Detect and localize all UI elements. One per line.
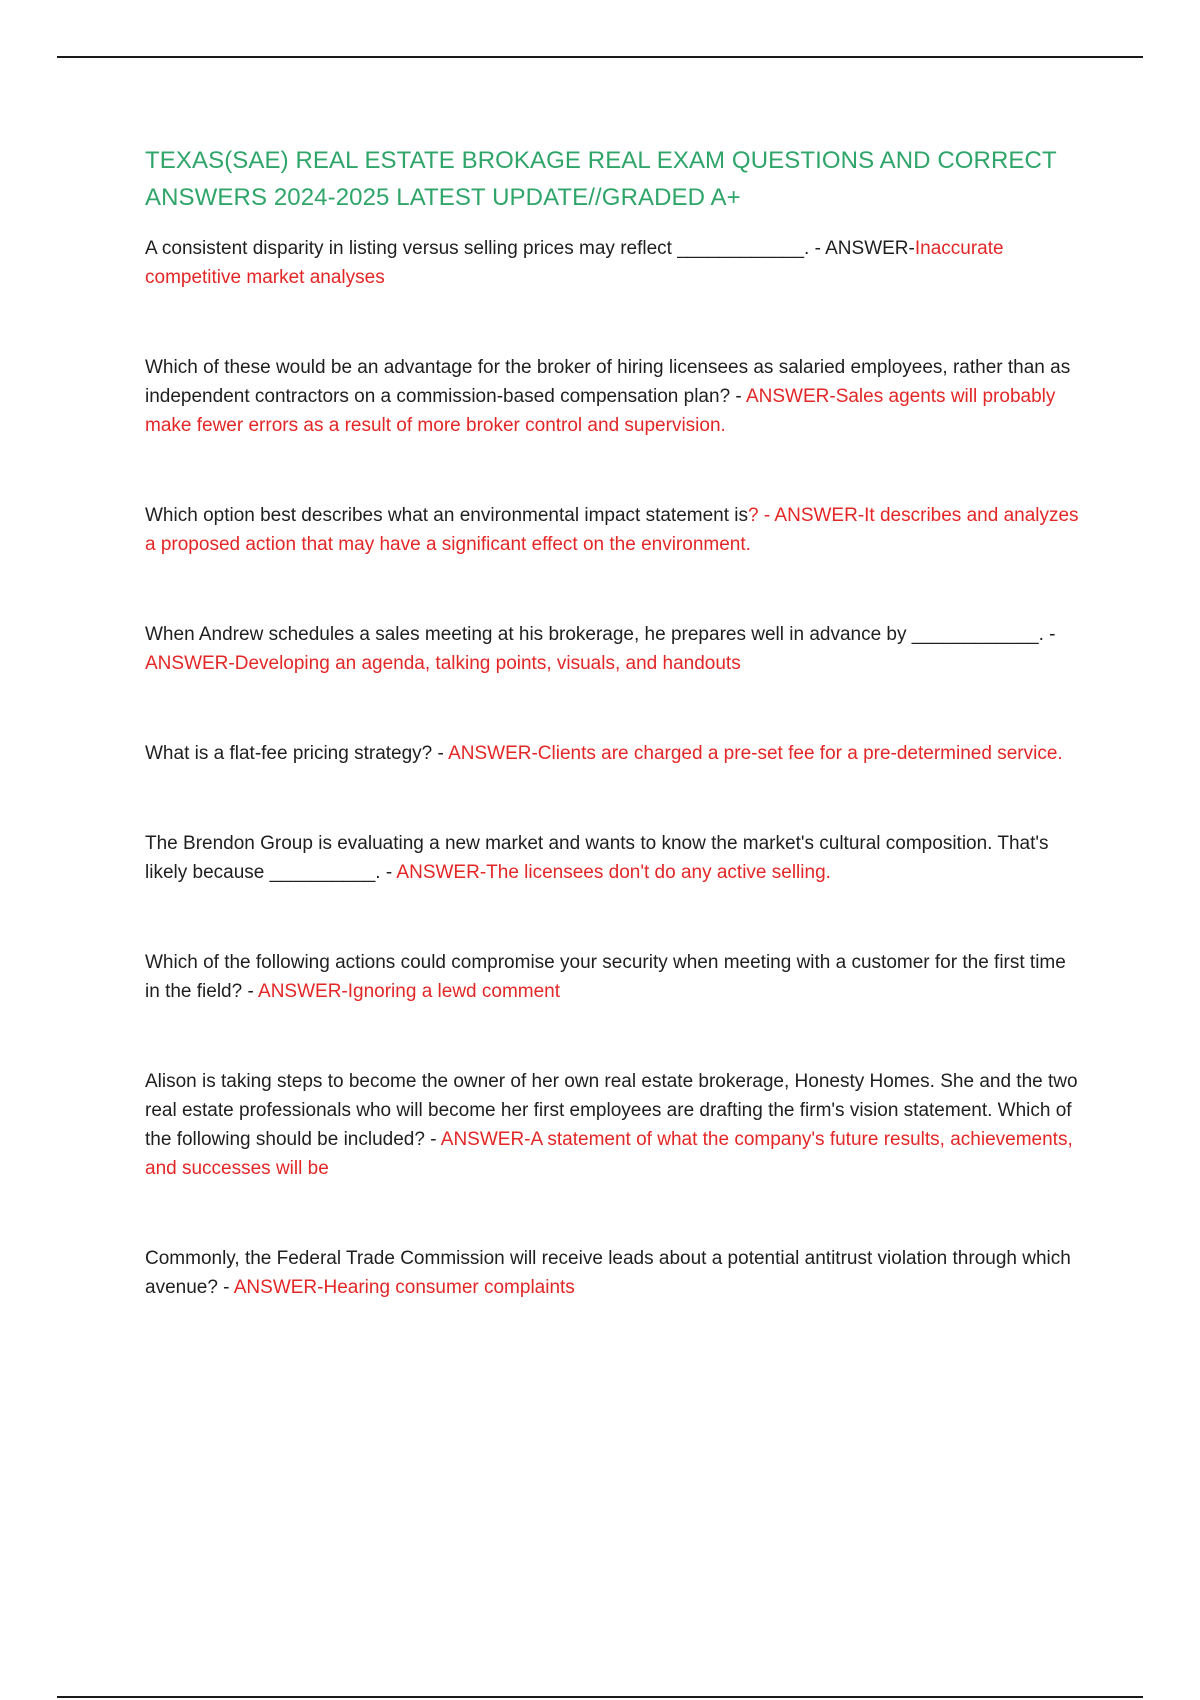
qa-item xyxy=(145,1244,1085,1302)
answer-text: ANSWER-A statement of what the company's future results, achievements, and successes will be xyxy=(145,1129,1073,1179)
question-text: When Andrew schedules a sales meeting at his brokerage, he prepares well in advance by ____________. - xyxy=(145,624,1056,645)
qa-item xyxy=(145,739,1085,768)
question-text: Which of these would be an advantage for the broker of hiring licensees as salaried employees, rather than as independent contractors on a commission-based compensation plan? - xyxy=(145,357,1071,407)
question-text: Commonly, the Federal Trade Commission will receive leads about a potential antitrust violation through which avenue? - xyxy=(145,1248,1071,1298)
question-text: Which option best describes what an environmental impact statement is xyxy=(145,505,749,526)
qa-item xyxy=(145,620,1085,678)
qa-item xyxy=(145,501,1085,559)
question-text: The Brendon Group is evaluating a new market and wants to know the market's cultural composition. That's likely because __________. - xyxy=(145,833,1049,883)
document-title: TEXAS(SAE) REAL ESTATE BROKAGE REAL EXAM QUESTIONS AND CORRECT ANSWERS 2024-2025 LATEST UPDATE//GRADED A+ xyxy=(145,147,1057,211)
answer-text: ANSWER-The licensees don't do any active selling. xyxy=(396,862,831,883)
answer-text: ANSWER-Hearing consumer complaints xyxy=(233,1277,575,1298)
qa-item xyxy=(145,353,1085,440)
answer-text: ANSWER-Developing an agenda, talking points, visuals, and handouts xyxy=(145,653,741,674)
qa-item xyxy=(145,829,1085,887)
question-text: What is a flat-fee pricing strategy? - xyxy=(145,743,449,764)
bottom-divider xyxy=(57,1696,1143,1698)
qa-item xyxy=(145,234,1085,292)
answer-text: ANSWER-Clients are charged a pre-set fee for a pre-determined service. xyxy=(448,743,1063,764)
question-text: A consistent disparity in listing versus selling prices may reflect ____________. - ANSWER- xyxy=(145,238,915,259)
question-text: Which of the following actions could compromise your security when meeting with a customer for the first time in the field? - xyxy=(145,952,1066,1002)
answer-text: ANSWER-Ignoring a lewd comment xyxy=(258,981,561,1002)
qa-item xyxy=(145,948,1085,1006)
answer-text: ? - ANSWER-It describes and analyzes a proposed action that may have a significant effect on the environment. xyxy=(145,505,1079,555)
top-divider xyxy=(57,56,1143,58)
qa-item xyxy=(145,1067,1085,1183)
answer-text: ANSWER-Sales agents will probably make fewer errors as a result of more broker control and supervision. xyxy=(145,386,1056,436)
document-body xyxy=(145,142,1085,1363)
question-text: Alison is taking steps to become the owner of her own real estate brokerage, Honesty Homes. She and the two real estate professionals who will become her first employees are drafting the firm's vision statement. Which of the following should be included? - xyxy=(145,1071,1078,1150)
answer-text: Inaccurate competitive market analyses xyxy=(145,238,1004,288)
